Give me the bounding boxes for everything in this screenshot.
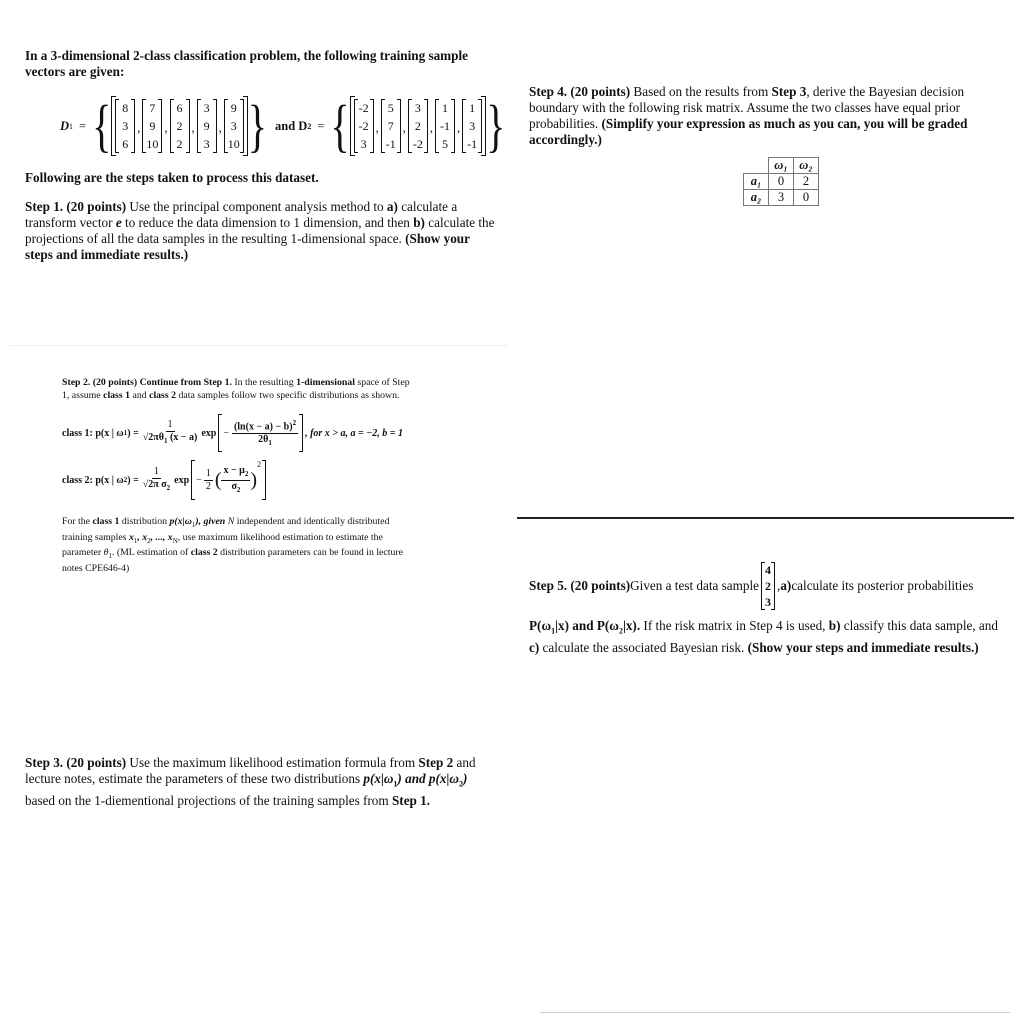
risk-row-header: a₁: [744, 174, 769, 190]
vector-component: 1: [469, 100, 476, 115]
risk-cell: 0: [769, 174, 794, 190]
step1: Step 1. (20 points) Use the principal component analysis method to a) calculate a transform vector e to reduce the data dimension to 1 dimension, and then b) calculate the projections of all the data samples in the resulting 1-dimensional space. (Show your steps and immediate results.): [25, 199, 495, 262]
step3: Step 3. (20 points) Use the maximum likelihood estimation formula from Step 2 and lecture notes, estimate the parameters of these two distributions $p(x|\omega_1)$ and $p(x|\omega_2)$ based on the 1-diementional projections of the training samples from Step 1.: [25, 755, 476, 808]
close-brace-icon: }: [247, 92, 267, 158]
column-vector: [435, 99, 455, 153]
vector-separator: ,: [429, 121, 433, 135]
vector-component: 3: [203, 100, 210, 115]
class1-equation: class 1: p(x | ω 1 ) = $\frac{1}{√2\pi\theta_1 (x - a)}$ exp − $\frac{(\ln(x - a) - b)^2}{2\theta_1}$ , for x > a, a = −2, b = 1: [62, 414, 403, 452]
risk-cell: 0: [794, 190, 819, 206]
open-brace-icon: {: [92, 92, 112, 158]
close-brace-icon: }: [486, 92, 506, 158]
test-sample-vector: 4 2 3: [761, 562, 775, 610]
class2-exp-bracket: − $\frac{1}{2}$ ( $\frac{x - \mu_2}{\sigma_2}$ ) $^2$: [191, 460, 266, 500]
column-vector: [224, 99, 244, 153]
column-vector: [381, 99, 401, 153]
divider: [10, 345, 508, 346]
d1-vectors: [111, 96, 248, 156]
vector-separator: ,: [456, 121, 461, 135]
vector-component: 8: [122, 100, 129, 115]
vector-component: 7: [149, 100, 156, 115]
column-vector: [170, 99, 190, 153]
vector-component: 1: [441, 100, 448, 115]
column-vector: [408, 99, 428, 153]
vector-component: 10: [146, 136, 159, 151]
vector-component: -1: [439, 118, 450, 133]
dataset-d1: D 1 = { 8 3 6 , 7 9 10 , 6 2 2 , 3 9 3 , 9 3 10 } and D 2 = { -2 -2 3 , 5 7 -1 , 3 2 -2 , 1 -1 5 , 1 3 -1 }: [60, 92, 506, 158]
vector-component: -2: [358, 118, 369, 133]
risk-row-header: a₂: [744, 190, 769, 206]
vector-separator: ,: [402, 121, 406, 135]
vector-component: 9: [203, 118, 210, 133]
vector-separator: ,: [191, 121, 195, 135]
following-text: Following are the steps taken to process this dataset.: [25, 170, 319, 185]
vector-component: 10: [227, 136, 240, 151]
risk-col-header: ω₂: [794, 158, 819, 174]
divider: [540, 1012, 1010, 1013]
column-vector: [462, 99, 482, 153]
divider: [517, 517, 1014, 519]
vector-separator: ,: [164, 121, 168, 135]
risk-cell: 3: [769, 190, 794, 206]
vector-separator: ,: [375, 121, 379, 135]
risk-col-header: ω₁: [769, 158, 794, 174]
vector-component: -1: [467, 136, 478, 151]
vector-component: 3: [122, 118, 129, 133]
vector-component: 5: [387, 100, 394, 115]
risk-matrix: [743, 157, 819, 206]
vector-component: 2: [176, 136, 183, 151]
vector-component: 6: [176, 100, 183, 115]
vector-component: 2: [414, 118, 421, 133]
column-vector: [115, 99, 135, 153]
vector-component: -2: [412, 136, 423, 151]
vector-component: 7: [387, 118, 394, 133]
vector-component: -2: [358, 100, 369, 115]
vector-separator: ,: [137, 121, 141, 135]
vector-component: 2: [176, 118, 183, 133]
class1-coef: $\frac{1}{√2\pi\theta_1 (x - a)}$: [142, 419, 198, 445]
step4: Step 4. (20 points) Based on the results from Step 3, derive the Bayesian decision boundary with the following risk matrix. Assume the two classes have equal prior probabilities. (Simplify your expression as much as you can, you will be graded accordingly.): [529, 84, 968, 147]
intro-text: In a 3-dimensional 2-class classification problem, the following training sample vectors are given:: [25, 48, 469, 79]
vector-component: 3: [360, 136, 367, 151]
vector-separator: ,: [218, 121, 222, 135]
vector-component: 3: [469, 118, 476, 133]
open-brace-icon: {: [330, 92, 350, 158]
step2-header: Step 2. (20 points) Continue from Step 1. In the resulting 1-dimensional space of Step 1, assume class 1 and class 2 data samples follow two specific distributions as shown.: [62, 377, 410, 401]
vector-component: 3: [230, 118, 237, 133]
class2-coef: $\frac{1}{√2\pi \sigma_2}$: [142, 466, 171, 492]
vector-component: 9: [230, 100, 237, 115]
column-vector: [197, 99, 217, 153]
class2-equation: class 2: p(x | ω 2 ) = $\frac{1}{√2\pi \sigma_2}$ exp − $\frac{1}{2}$ ( $\frac{x - \mu_2}{\sigma_2}$ ) $^2$: [62, 460, 268, 500]
step5: Step 5. (20 points) Given a test data sample 4 2 3 , a) calculate its posterior probabilities $P(\omega_1|x)$ and $P(\omega_2|x)$. If the risk matrix in Step 4 is used, b) classify this data sample, and c) calculate the associated Bayesian risk. (Show your steps and immediate results.): [529, 562, 998, 655]
risk-cell: 2: [794, 174, 819, 190]
vector-component: 5: [441, 136, 448, 151]
vector-component: 3: [414, 100, 421, 115]
column-vector: [354, 99, 374, 153]
vector-component: -1: [385, 136, 396, 151]
column-vector: [142, 99, 162, 153]
vector-component: 6: [122, 136, 129, 151]
d2-vectors: [350, 96, 487, 156]
vector-component: 3: [203, 136, 210, 151]
class1-exp-bracket: − $\frac{(\ln(x - a) - b)^2}{2\theta_1}$: [218, 414, 303, 452]
vector-component: 9: [149, 118, 156, 133]
step2-paragraph: For the class 1 distribution $p(x|\omega_1)$, given N independent and identically distributed training samples $x_1$, $x_2$, ..., $x_N$, use maximum likelihood estimation to estimate the parameter $\theta_1$. (ML estimation of class 2 distribution parameters can be found in lecture notes CPE646-4): [62, 516, 403, 574]
